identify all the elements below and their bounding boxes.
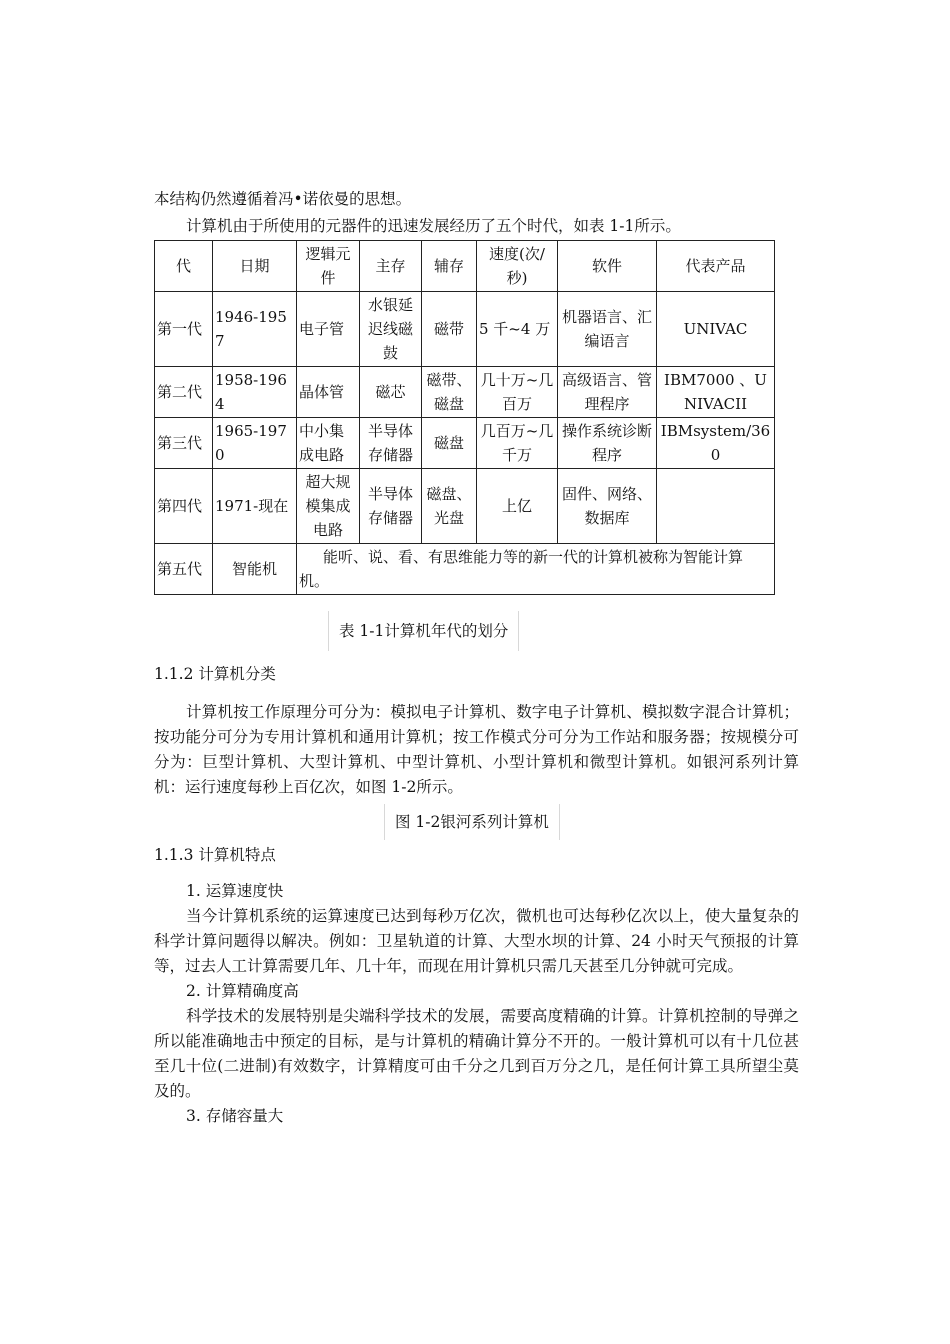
table-cell: 磁带、磁盘 [422,367,477,418]
table-cell: IBMsystem/360 [657,418,775,469]
section-heading-features: 1.1.3 计算机特点 [154,846,276,864]
feature-title-2: 2. 计算精确度高 [186,982,299,1000]
table-cell: 电子管 [297,292,360,367]
table-row-fifth-generation [155,544,775,595]
table-cell: 第四代 [155,469,213,544]
table-header-cell: 日期 [213,241,297,292]
table-cell: 高级语言、管理程序 [558,367,657,418]
table-header-cell: 辅存 [422,241,477,292]
table-cell: UNIVAC [657,292,775,367]
table-cell: 第二代 [155,367,213,418]
table-cell: 操作系统诊断程序 [558,418,657,469]
table-cell: 第三代 [155,418,213,469]
table-cell-merged: 能听、说、看、有思维能力等的新一代的计算机被称为智能计算机。 [297,544,775,595]
table-cell: 智能机 [213,544,297,595]
table-cell: 1946-1957 [213,292,297,367]
table-cell: 几十万~几百万 [477,367,558,418]
table-cell: 磁盘 [422,418,477,469]
table-header-cell: 代 [155,241,213,292]
intro-line-1: 本结构仍然遵循着冯•诺依曼的思想。 [154,190,412,208]
classification-paragraph: 计算机按工作原理分可分为：模拟电子计算机、数字电子计算机、模拟数字混合计算机；按功能分可分为专用计算机和通用计算机；按工作模式分可分为工作站和服务器；按规模分可分为：巨型计算机、大型计算机、中型计算机、小型计算机和微型计算机。如银河系列计算机：运行速度每秒上百亿次，如图 1-2所示。 [154,703,799,796]
figure-caption: 图 1-2银河系列计算机 [384,804,560,840]
table-cell: 磁带 [422,292,477,367]
table-header-cell: 速度(次/秒) [477,241,558,292]
table-row [155,418,775,469]
table-cell: 磁盘、光盘 [422,469,477,544]
table-cell: 第五代 [155,544,213,595]
table-cell: IBM7000 、UNIVACII [657,367,775,418]
feature-title-3: 3. 存储容量大 [186,1107,284,1125]
table-cell: 1958-1964 [213,367,297,418]
table-cell: 中小集成电路 [297,418,360,469]
table-cell: 5 千~4 万 [477,292,558,367]
feature-paragraph-2: 科学技术的发展特别是尖端科学技术的发展，需要高度精确的计算。计算机控制的导弹之所以能准确地击中预定的目标，是与计算机的精确计算分不开的。一般计算机可以有十几位甚至几十位(二进制)有效数字，计算精度可由千分之几到百万分之几，是任何计算工具所望尘莫及的。 [154,1007,799,1100]
table-cell: 上亿 [477,469,558,544]
table-header-cell: 逻辑元件 [297,241,360,292]
feature-paragraph-1: 当今计算机系统的运算速度已达到每秒万亿次，微机也可达每秒亿次以上，使大量复杂的科学计算问题得以解决。例如：卫星轨道的计算、大型水坝的计算、24 小时天气预报的计算等，过去人工计算需要几年、几十年，而现在用计算机只需几天甚至几分钟就可完成。 [154,907,799,975]
document-page [154,186,799,1129]
table-header-cell: 主存 [360,241,422,292]
intro-line-2: 计算机由于所使用的元器件的迅速发展经历了五个时代，如表 1-1所示。 [186,217,681,235]
computer-generations-table [154,240,775,595]
table-row [155,469,775,544]
table-cell: 水银延迟线磁鼓 [360,292,422,367]
table-cell: 1965-1970 [213,418,297,469]
table-header-cell: 软件 [558,241,657,292]
table-header-cell: 代表产品 [657,241,775,292]
table-cell: 半导体存储器 [360,418,422,469]
table-cell: 磁芯 [360,367,422,418]
table-caption: 表 1-1计算机年代的划分 [328,611,519,651]
table-cell: 第一代 [155,292,213,367]
section-heading-classification: 1.1.2 计算机分类 [154,665,276,683]
table-header-row [155,241,775,292]
table-cell [657,469,775,544]
table-row [155,367,775,418]
table-cell: 超大规模集成电路 [297,469,360,544]
table-cell: 固件、网络、数据库 [558,469,657,544]
table-cell: 几百万~几千万 [477,418,558,469]
table-cell: 半导体存储器 [360,469,422,544]
table-cell: 1971-现在 [213,469,297,544]
table-cell: 晶体管 [297,367,360,418]
feature-title-1: 1. 运算速度快 [186,882,284,900]
table-cell: 机器语言、汇编语言 [558,292,657,367]
table-row [155,292,775,367]
